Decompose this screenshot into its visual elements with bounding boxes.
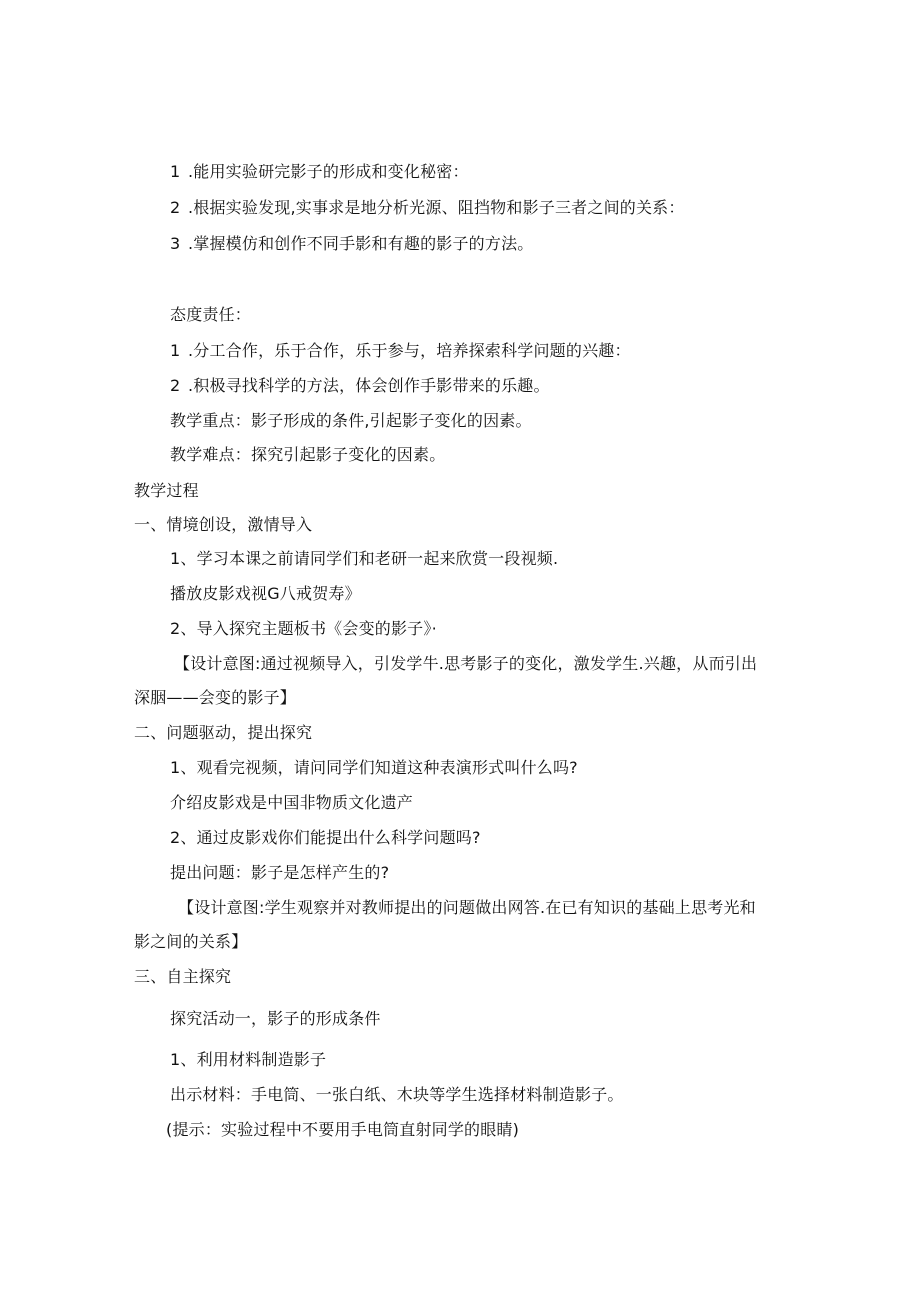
section-1-design-line-1: 【设计意图:通过视频导入，引发学牛.思考影子的变化，激发学生.兴趣，从而引出 bbox=[174, 654, 758, 673]
section-2-heading: 二、问题驱动，提出探究 bbox=[134, 723, 313, 742]
difficulty-point: 教学难点：探究引起影子变化的因素。 bbox=[170, 445, 446, 464]
list-text: .分工合作，乐于合作，乐于参与，培养探索科学问题的兴趣： bbox=[188, 341, 631, 360]
list-number: 2 bbox=[170, 198, 181, 217]
section-2-design-line-2: 影之间的关系】 bbox=[134, 932, 248, 951]
section-2-item-2: 2、通过皮影戏你们能提出什么科学问题吗? bbox=[170, 828, 481, 847]
section-3-heading: 三、自主探究 bbox=[134, 967, 232, 986]
list-text: .掌握模仿和创作不同手影和有趣的影子的方法。 bbox=[188, 234, 534, 253]
section-2-item-1-sub: 介绍皮影戏是中国非物质文化遗产 bbox=[170, 793, 414, 812]
attitude-heading: 态度责任： bbox=[170, 305, 252, 324]
attitude-item-1 bbox=[170, 340, 631, 362]
skill-item-1 bbox=[170, 161, 469, 183]
list-number: 3 bbox=[170, 234, 181, 253]
process-heading: 教学过程 bbox=[134, 481, 199, 500]
list-text: .根据实验发现,实事求是地分析光源、阻挡物和影子三者之间的关系： bbox=[188, 198, 685, 217]
list-number: 1 bbox=[170, 162, 181, 181]
section-3-item-1: 1、利用材料制造影子 bbox=[170, 1050, 327, 1069]
list-number: 2 bbox=[170, 376, 181, 395]
section-3-materials: 出示材料：手电筒、一张白纸、木块等学生选择材料制造影子。 bbox=[170, 1085, 624, 1104]
section-1-item-2: 2、导入探究主题板书《会变的影子》· bbox=[170, 619, 437, 638]
section-1-item-1-sub: 播放皮影戏视G八戒贺寿》 bbox=[170, 584, 361, 603]
skill-item-3 bbox=[170, 233, 534, 255]
skill-item-2 bbox=[170, 197, 685, 219]
section-3-activity: 探究活动一，影子的形成条件 bbox=[170, 1009, 381, 1028]
section-2-design-line-1: 【设计意图:学生观察并对教师提出的问题做出网答.在已有知识的基础上思考光和 bbox=[178, 898, 756, 917]
list-number: 1 bbox=[170, 341, 181, 360]
section-1-design-line-2: 深胭——会变的影子】 bbox=[134, 688, 297, 707]
section-2-item-2-sub: 提出问题：影子是怎样产生的? bbox=[170, 863, 390, 882]
attitude-item-2 bbox=[170, 375, 550, 397]
section-3-tip: (提示：实验过程中不要用手电筒直射同学的眼睛) bbox=[166, 1120, 520, 1139]
key-point: 教学重点：影子形成的条件,引起影子变化的因素。 bbox=[170, 411, 532, 430]
section-2-item-1: 1、观看完视频，请问同学们知道这种表演形式叫什么吗? bbox=[170, 758, 578, 777]
section-1-heading: 一、情境创设，激情导入 bbox=[134, 515, 313, 534]
section-1-item-1: 1、学习本课之前请同学们和老研一起来欣赏一段视频. bbox=[170, 549, 559, 568]
list-text: .积极寻找科学的方法，体会创作手影带来的乐趣。 bbox=[188, 376, 550, 395]
list-text: .能用实验研完影子的形成和变化秘密： bbox=[188, 162, 469, 181]
